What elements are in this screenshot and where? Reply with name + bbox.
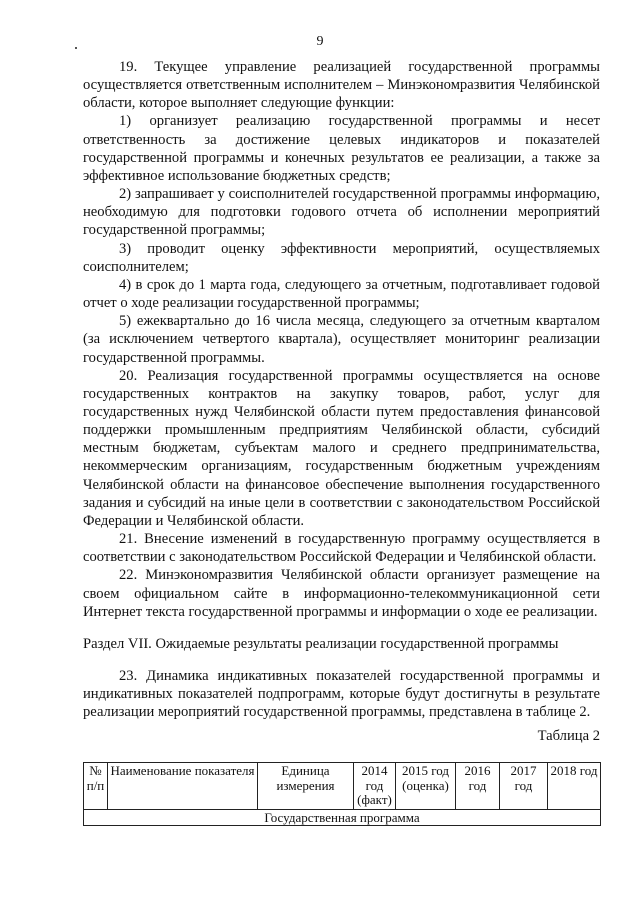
header-name: Наименование показателя bbox=[108, 763, 258, 810]
program-row-label: Государственная программа bbox=[84, 809, 601, 826]
paragraph-23: 23. Динамика индикативных показателей государственной программы и индикативных показателей подпрограмм, которые будут достигнуты в результате реализации мероприятий государственной программы, представлена в таблице 2. bbox=[83, 668, 600, 721]
paragraph-21: 21. Внесение изменений в государственную программу осуществляется в соответствии с законодательством Российской Федерации и Челябинской области. bbox=[83, 531, 600, 566]
table-row bbox=[84, 809, 601, 826]
table-header-row bbox=[84, 763, 601, 810]
paragraph-19-item-1: 1) организует реализацию государственной программы и несет ответственность за достижение целевых индикаторов и показателей государственной программы и конечных результатов ее реализации, а также за эффективное использование бюджетных средств; bbox=[83, 113, 600, 184]
header-2015: 2015 год (оценка) bbox=[396, 763, 456, 810]
paragraph-19: 19. Текущее управление реализацией государственной программы осуществляется ответственным исполнителем – Минэкономразвития Челябинской области, которое выполняет следующие функции: bbox=[83, 59, 600, 112]
paragraph-19-item-4: 4) в срок до 1 марта года, следующего за отчетным, подготавливает годовой отчет о ходе реализации государственной программы; bbox=[83, 276, 600, 312]
header-2018: 2018 год bbox=[548, 763, 601, 810]
header-2016: 2016 год bbox=[456, 763, 500, 810]
header-2017: 2017 год bbox=[500, 763, 548, 810]
paragraph-19-item-2: 2) запрашивает у соисполнителей государственной программы информацию, необходимую для подготовки годового отчета об исполнении мероприятий государственной программы; bbox=[83, 186, 600, 239]
paragraph-19-item-3: 3) проводит оценку эффективности мероприятий, осуществляемых соисполнителем; bbox=[83, 240, 600, 275]
section-heading: Раздел VII. Ожидаемые результаты реализации государственной программы bbox=[83, 635, 559, 652]
header-2014: 2014 год (факт) bbox=[354, 763, 396, 810]
header-num: № п/п bbox=[84, 763, 108, 810]
paragraph-19-item-5: 5) ежеквартально до 16 числа месяца, следующего за отчетным кварталом (за исключением четвертого квартала), осуществляет мониторинг реализации государственной программы. bbox=[83, 313, 600, 366]
table-caption: Таблица 2 bbox=[537, 728, 600, 745]
indicators-table bbox=[83, 762, 601, 826]
page-number: 9 bbox=[316, 34, 324, 49]
header-unit: Единица измерения bbox=[258, 763, 354, 810]
paragraph-20: 20. Реализация государственной программы осуществляется на основе государственных контрактов на закупку товаров, работ, услуг для государственных нужд Челябинской области путем предоставления финансовой поддержки промышленным предприятиям Челябинской области, субсидий местным бюджетам, субъектам малого и среднего предпринимательства, некоммерческим организациям, государственным бюджетным учреждениям Челябинской области на финансовое обеспечение выполнения государственного задания и субсидий на иные цели в соответствии с законодательством Российской Федерации и Челябинской области. bbox=[83, 367, 600, 529]
body-text bbox=[83, 58, 600, 746]
paragraph-22: 22. Минэкономразвития Челябинской области организует размещение на своем официальном сайте в информационно-телекоммуникационной сети Интернет текста государственной программы и информации о ходе ее реализации. bbox=[83, 567, 600, 620]
